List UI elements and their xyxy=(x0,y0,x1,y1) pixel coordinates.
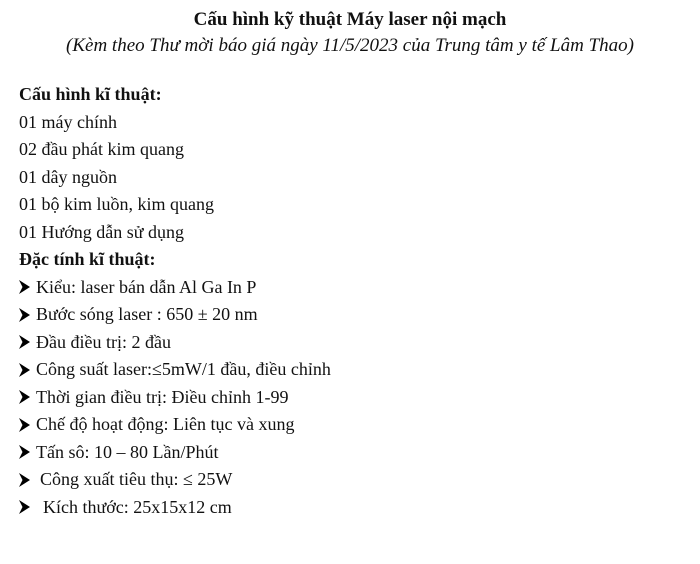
specification-item xyxy=(19,356,689,384)
specification-item xyxy=(19,301,689,329)
specification-item xyxy=(19,466,689,494)
arrowhead-bullet-icon xyxy=(19,445,36,459)
specification-text: Tấn sô: 10 – 80 Lần/Phút xyxy=(36,441,219,462)
specification-text: Chế độ hoạt động: Liên tục và xung xyxy=(36,414,295,434)
arrowhead-bullet-icon xyxy=(19,418,36,432)
document-title: Cấu hình kỹ thuật Máy laser nội mạch xyxy=(193,9,507,30)
specification-text: Thời gian điều trị: Điều chỉnh 1-99 xyxy=(36,386,289,407)
specification-text: Công suất laser:≤5mW/1 đầu, điều chỉnh xyxy=(36,359,331,379)
specification-item xyxy=(19,439,689,467)
arrowhead-bullet-icon xyxy=(19,473,40,487)
configuration-item: 02 đầu phát kim quang xyxy=(19,139,184,159)
arrowhead-bullet-icon xyxy=(19,335,36,349)
specification-item xyxy=(19,329,689,357)
arrowhead-bullet-icon xyxy=(19,390,36,404)
specification-item xyxy=(19,411,689,439)
arrowhead-bullet-icon xyxy=(19,500,43,514)
specification-item xyxy=(19,494,689,522)
configuration-item: 01 dây nguồn xyxy=(19,166,117,187)
specification-item xyxy=(19,274,689,302)
arrowhead-bullet-icon xyxy=(19,308,36,322)
arrowhead-bullet-icon xyxy=(19,280,36,294)
configuration-item: 01 bộ kim luồn, kim quang xyxy=(19,194,214,214)
document-subtitle: (Kèm theo Thư mời báo giá ngày 11/5/2023 của Trung tâm y tế Lâm Thao) xyxy=(66,35,634,56)
document-body xyxy=(19,81,689,521)
specification-text: Đầu điều trị: 2 đầu xyxy=(36,331,171,352)
arrowhead-bullet-icon xyxy=(19,363,36,377)
specification-text: Kiểu: laser bán dẫn Al Ga In P xyxy=(36,276,257,297)
specification-text: Bước sóng laser : 650 ± 20 nm xyxy=(36,304,258,324)
specification-text: Công xuất tiêu thụ: ≤ 25W xyxy=(40,469,233,489)
specification-item xyxy=(19,384,689,412)
configuration-heading: Cấu hình kĩ thuật: xyxy=(19,84,162,104)
specification-text: Kích thước: 25x15x12 cm xyxy=(43,496,232,517)
configuration-item: 01 Hướng dẫn sử dụng xyxy=(19,221,185,242)
configuration-item: 01 máy chính xyxy=(19,111,117,132)
specifications-heading: Đặc tính kĩ thuật: xyxy=(19,249,156,269)
